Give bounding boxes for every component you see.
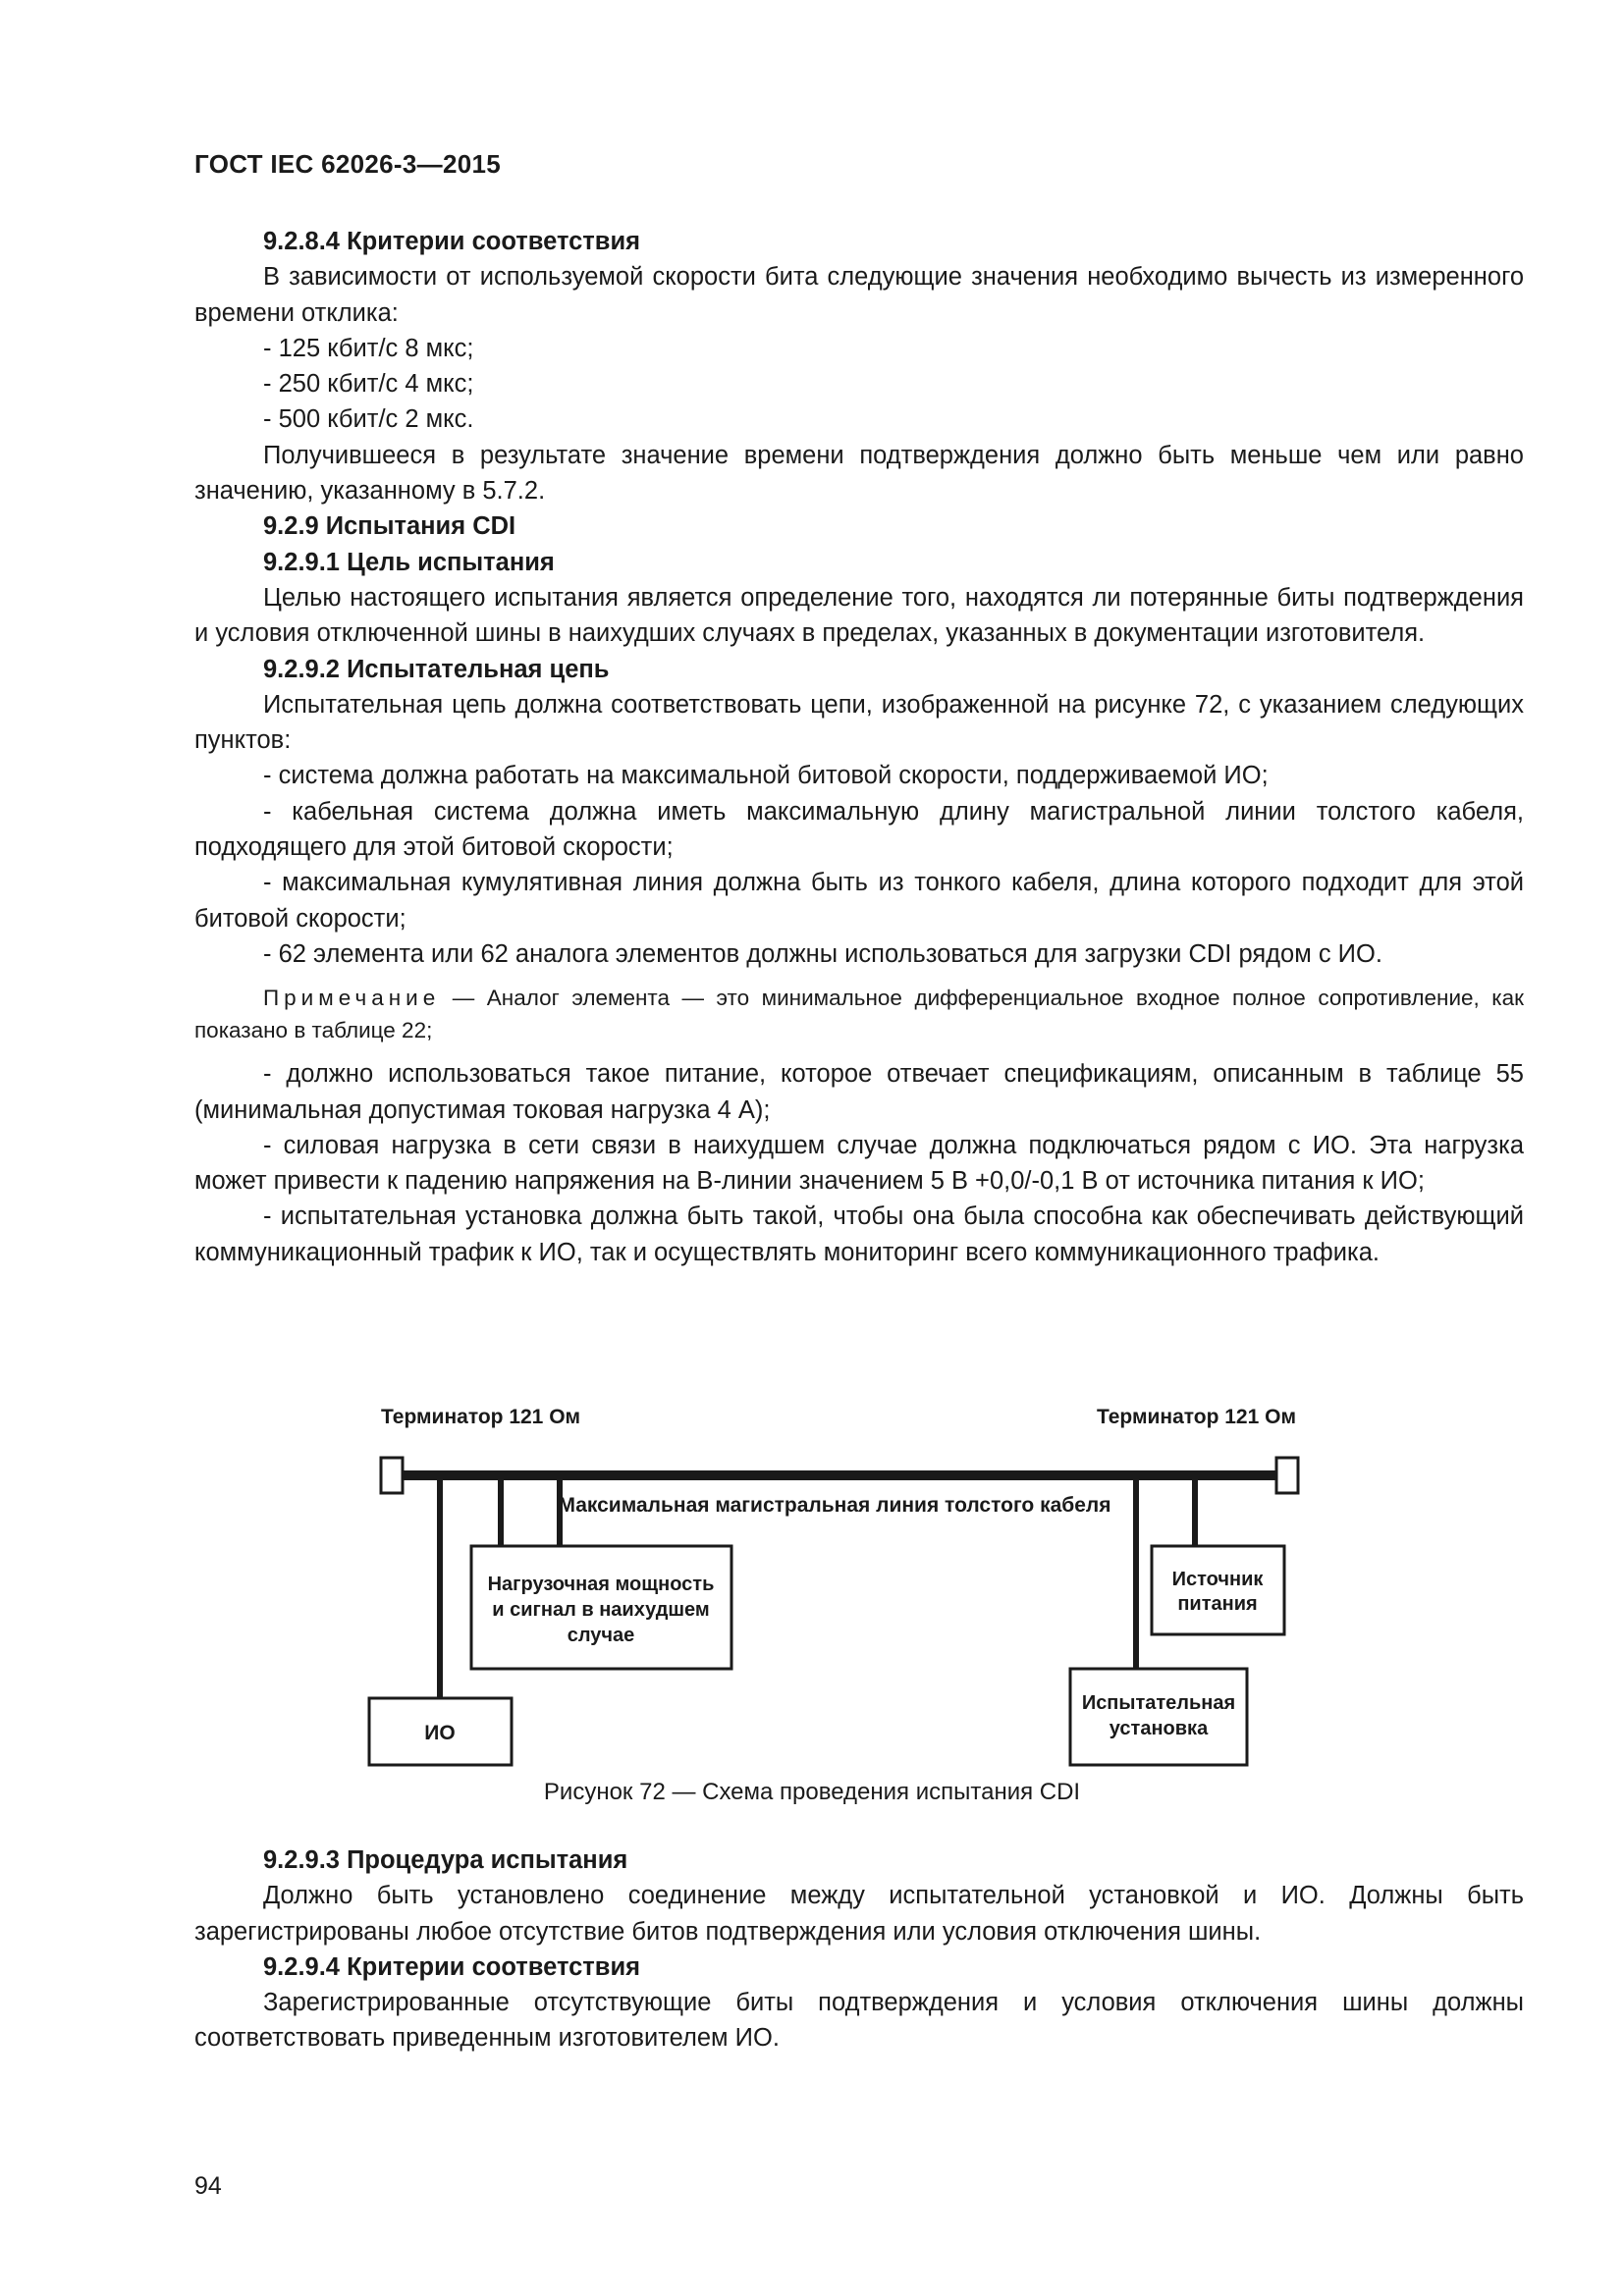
list-item: - система должна работать на максимальной битовой скорости, поддерживаемой ИО;: [263, 762, 1269, 790]
section-929-title: 9.2.9 Испытания CDI: [263, 512, 516, 541]
test-box-line-1: Испытательная: [1081, 1692, 1236, 1714]
section-9293-title: 9.2.9.3 Процедура испытания: [263, 1846, 628, 1874]
power-box-line-1: Источник: [1171, 1569, 1264, 1590]
terminator-left-label: Терминатор 121 Ом: [381, 1406, 581, 1428]
power-box-line-2: питания: [1177, 1593, 1258, 1615]
cdi-test-circuit: [353, 1399, 1326, 1791]
note-label: Примечание: [263, 986, 441, 1011]
list-item: - кабельная система должна иметь максимальную длину магистральной линии толстого кабеля, подходящего для этой битовой скорости;: [194, 797, 1524, 862]
section-9294-title: 9.2.9.4 Критерии соответствия: [263, 1952, 640, 1981]
note: [194, 982, 1524, 1046]
load-box-line-1: Нагрузочная мощность: [487, 1574, 715, 1595]
section-9284-title: 9.2.8.4 Критерии соответствия: [263, 228, 640, 255]
list-item: - испытательная установка должна быть такой, чтобы она была способна как обеспечивать действующий коммуникационный трафик к ИО, так и осуществлять мониторинг всего коммуникационного трафика.: [194, 1202, 1524, 1266]
terminator-right: [1276, 1458, 1298, 1493]
load-box-line-2: и сигнал в наихудшем: [492, 1599, 710, 1621]
list-item: - 62 элемента или 62 аналога элементов должны использоваться для загрузки CDI рядом с ИО.: [263, 939, 1382, 968]
terminator-right-label: Терминатор 121 Ом: [1096, 1406, 1296, 1428]
list-item: - 250 кбит/с 4 мкс;: [263, 370, 474, 399]
section-9284-intro: В зависимости от используемой скорости бита следующие значения необходимо вычесть из измеренного времени отклика:: [194, 263, 1524, 327]
section-9293-text: Должно быть установлено соединение между испытательной установкой и ИО. Должны быть зарегистрированы любое отсутствие битов подтверждения или условия отключения шины.: [194, 1882, 1524, 1946]
figure-72-diagram: [353, 1399, 1326, 1791]
note-text: — Аналог элемента — это минимальное дифференциальное входное полное сопротивление, как показано в таблице 22;: [194, 986, 1524, 1043]
page-number: 94: [194, 2172, 222, 2200]
list-item: - 125 кбит/с 8 мкс;: [263, 334, 474, 362]
list-item: - 500 кбит/с 2 мкс.: [263, 405, 474, 434]
io-box-label: ИО: [424, 1722, 456, 1744]
load-box-line-3: случае: [567, 1625, 635, 1646]
body-text-after-figure: [194, 1842, 1524, 2056]
list-item: - должно использоваться такое питание, которое отвечает спецификациям, описанным в таблице 55 (минимальная допустимая токовая нагрузка 4 А);: [194, 1060, 1524, 1124]
section-9292-title: 9.2.9.2 Испытательная цепь: [263, 655, 610, 683]
test-box: [1070, 1669, 1247, 1765]
section-9292-intro: Испытательная цепь должна соответствовать цепи, изображенной на рисунке 72, с указанием следующих пунктов:: [194, 690, 1524, 755]
section-9284-result: Получившееся в результате значение времени подтверждения должно быть меньше чем или равно значению, указанному в 5.7.2.: [194, 441, 1524, 506]
body-text: [194, 224, 1524, 1270]
trunk-label: Максимальная магистральная линия толстого кабеля: [558, 1494, 1111, 1517]
document-header: ГОСТ IEC 62026-3—2015: [194, 149, 501, 179]
section-9291-title: 9.2.9.1 Цель испытания: [263, 548, 555, 576]
test-box-line-2: установка: [1109, 1718, 1209, 1739]
section-9291-text: Целью настоящего испытания является определение того, находятся ли потерянные биты подтверждения и условия отключенной шины в наихудших случаях в пределах, указанных в документации изготовителя.: [194, 583, 1524, 648]
list-item: - максимальная кумулятивная линия должна быть из тонкого кабеля, длина которого подходит для этой битовой скорости;: [194, 869, 1524, 933]
terminator-left: [381, 1458, 403, 1493]
list-item: - силовая нагрузка в сети связи в наихудшем случае должна подключаться рядом с ИО. Эта нагрузка может привести к падению напряжения на В-линии значением 5 В +0,0/-0,1 В от источника питания к ИО;: [194, 1131, 1524, 1196]
section-9294-text: Зарегистрированные отсутствующие биты подтверждения и условия отключения шины должны соответствовать приведенным изготовителем ИО.: [194, 1989, 1524, 2053]
power-box: [1152, 1546, 1284, 1634]
figure-caption: Рисунок 72 — Схема проведения испытания CDI: [543, 1779, 1081, 1805]
